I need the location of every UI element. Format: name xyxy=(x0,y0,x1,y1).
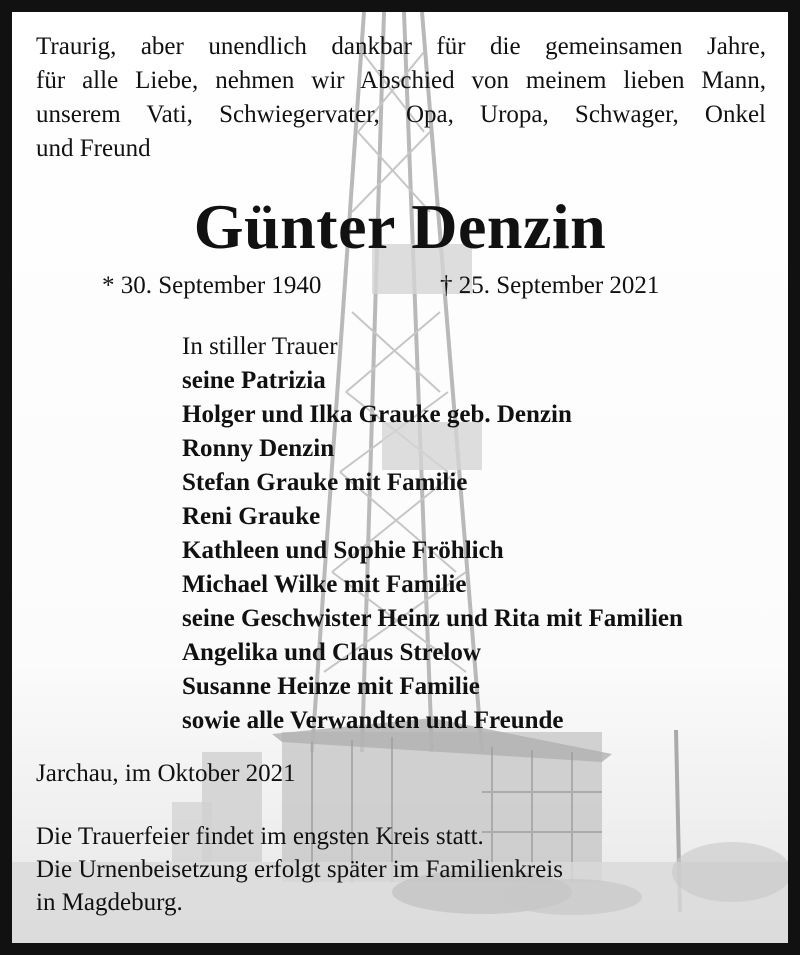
mourner-name: Ronny Denzin xyxy=(182,435,335,462)
closing-line: Die Trauerfeier findet im engsten Kreis statt. xyxy=(36,823,484,850)
place-date: Jarchau, im Oktober 2021 xyxy=(36,760,296,787)
intro-line: für alle Liebe, nehmen wir Abschied von meinem lieben Mann, xyxy=(36,67,766,94)
closing-line: Die Urnenbeisetzung erfolgt später im Familienkreis xyxy=(36,856,563,883)
mourner-name: seine Patrizia xyxy=(182,367,326,394)
mourner-name: Susanne Heinze mit Familie xyxy=(182,673,480,700)
mourner-name: Reni Grauke xyxy=(182,503,321,530)
mourner-name: sowie alle Verwandten und Freunde xyxy=(182,707,564,734)
intro-line: Traurig, aber unendlich dankbar für die gemeinsamen Jahre, xyxy=(36,33,766,60)
mourner-name: Kathleen und Sophie Fröhlich xyxy=(182,537,504,564)
closing-line: in Magdeburg. xyxy=(36,889,183,916)
intro-line: und Freund xyxy=(36,135,151,162)
mourner-name: Holger und Ilka Grauke geb. Denzin xyxy=(182,401,572,428)
deceased-name: Günter Denzin xyxy=(193,191,607,262)
mourner-name: Angelika und Claus Strelow xyxy=(182,639,481,666)
birth-date: * 30. September 1940 xyxy=(102,272,322,299)
death-date: † 25. September 2021 xyxy=(440,272,660,299)
intro-line: unserem Vati, Schwiegervater, Opa, Uropa, Schwager, Onkel xyxy=(36,101,766,128)
mourners-list xyxy=(182,330,683,738)
obituary-card xyxy=(12,12,788,943)
intro-text xyxy=(36,30,766,166)
mourner-name: Stefan Grauke mit Familie xyxy=(182,469,468,496)
mourner-name: Michael Wilke mit Familie xyxy=(182,571,467,598)
closing-text xyxy=(36,820,563,919)
mourner-name: seine Geschwister Heinz und Rita mit Familien xyxy=(182,605,683,632)
mourners-lead: In stiller Trauer xyxy=(182,333,338,360)
